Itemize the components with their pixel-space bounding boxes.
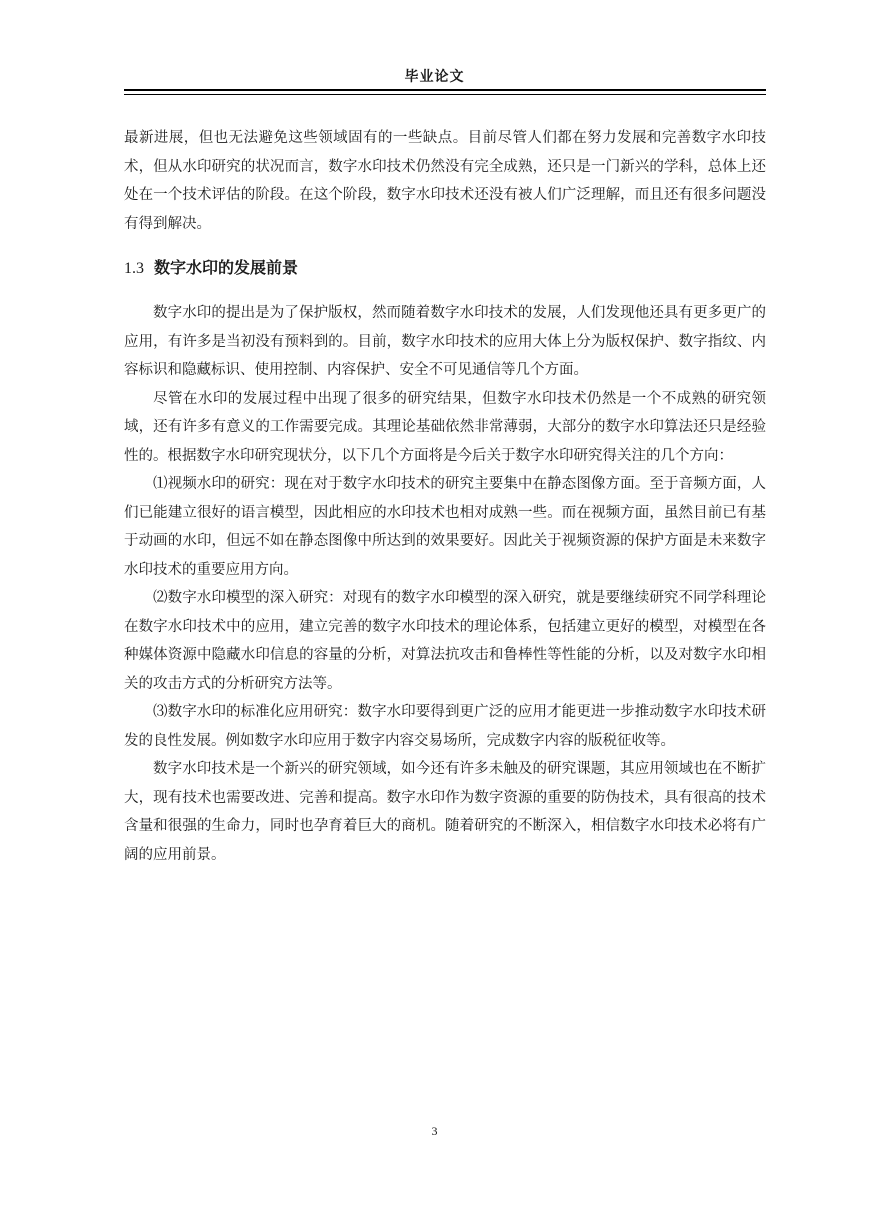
running-header-title: 毕业论文 <box>404 69 465 85</box>
list-item-paragraph: ⑵数字水印模型的深入研究：对现有的数字水印模型的深入研究，就是要继续研究不同学科理论在数字水印技术中的应用，建立完善的数字水印技术的理论体系，包括建立更好的模型，对模型在各种媒体资源中隐藏水印信息的容量的分析，对算法抗攻击和鲁棒性等性能的分析，以及对数字水印相关的攻击方式的分析研究方法等。 <box>124 590 766 692</box>
section-number: 1.3 <box>124 260 144 277</box>
list-item-paragraph: ⑶数字水印的标准化应用研究：数字水印要得到更广泛的应用才能更进一步推动数字水印技术研发的良性发展。例如数字水印应用于数字内容交易场所，完成数字内容的版税征收等。 <box>124 704 766 749</box>
body-paragraph: 数字水印的提出是为了保护版权，然而随着数字水印技术的发展，人们发现他还具有更多更广的应用，有许多是当初没有预料到的。目前，数字水印技术的应用大体上分为版权保护、数字指纹、内容标识和隐藏标识、使用控制、内容保护、安全不可见通信等几个方面。 <box>124 305 766 378</box>
body-paragraph: 尽管在水印的发展过程中出现了很多的研究结果，但数字水印技术仍然是一个不成熟的研究领域，还有许多有意义的工作需要完成。其理论基础依然非常薄弱，大部分的数字水印算法还只是经验性的。根据数字水印研究现状分，以下几个方面将是今后关于数字水印研究得关注的几个方向： <box>124 390 766 464</box>
page-number: 3 <box>431 1124 438 1138</box>
header-rule-thin <box>124 94 766 95</box>
body-paragraph: 数字水印技术是一个新兴的研究领域，如今还有许多未触及的研究课题，其应用领域也在不断扩大，现有技术也需要改进、完善和提高。数字水印作为数字资源的重要的防伪技术，具有很高的技术含量和很强的生命力，同时也孕育着巨大的商机。随着研究的不断深入，相信数字水印技术必将有广阔的应用前景。 <box>124 761 766 863</box>
continued-paragraph: 最新进展，但也无法避免这些领域固有的一些缺点。目前尽管人们都在努力发展和完善数字水印技术，但从水印研究的状况而言，数字水印技术仍然没有完全成熟，还只是一门新兴的学科，总体上还处在一个技术评估的阶段。在这个阶段，数字水印技术还没有被人们广泛理解，而且还有很多问题没有得到解决。 <box>124 130 766 232</box>
header-rule-thick <box>124 89 766 91</box>
section-title: 数字水印的发展前景 <box>154 258 299 277</box>
page-body <box>124 124 766 869</box>
section-heading <box>124 254 766 283</box>
list-item-paragraph: ⑴视频水印的研究：现在对于数字水印技术的研究主要集中在静态图像方面。至于音频方面，人们已能建立很好的语言模型，因此相应的水印技术也相对成熟一些。而在视频方面，虽然目前已有基于动画的水印，但远不如在静态图像中所达到的效果要好。因此关于视频资源的保护方面是未来数字水印技术的重要应用方向。 <box>124 476 766 578</box>
